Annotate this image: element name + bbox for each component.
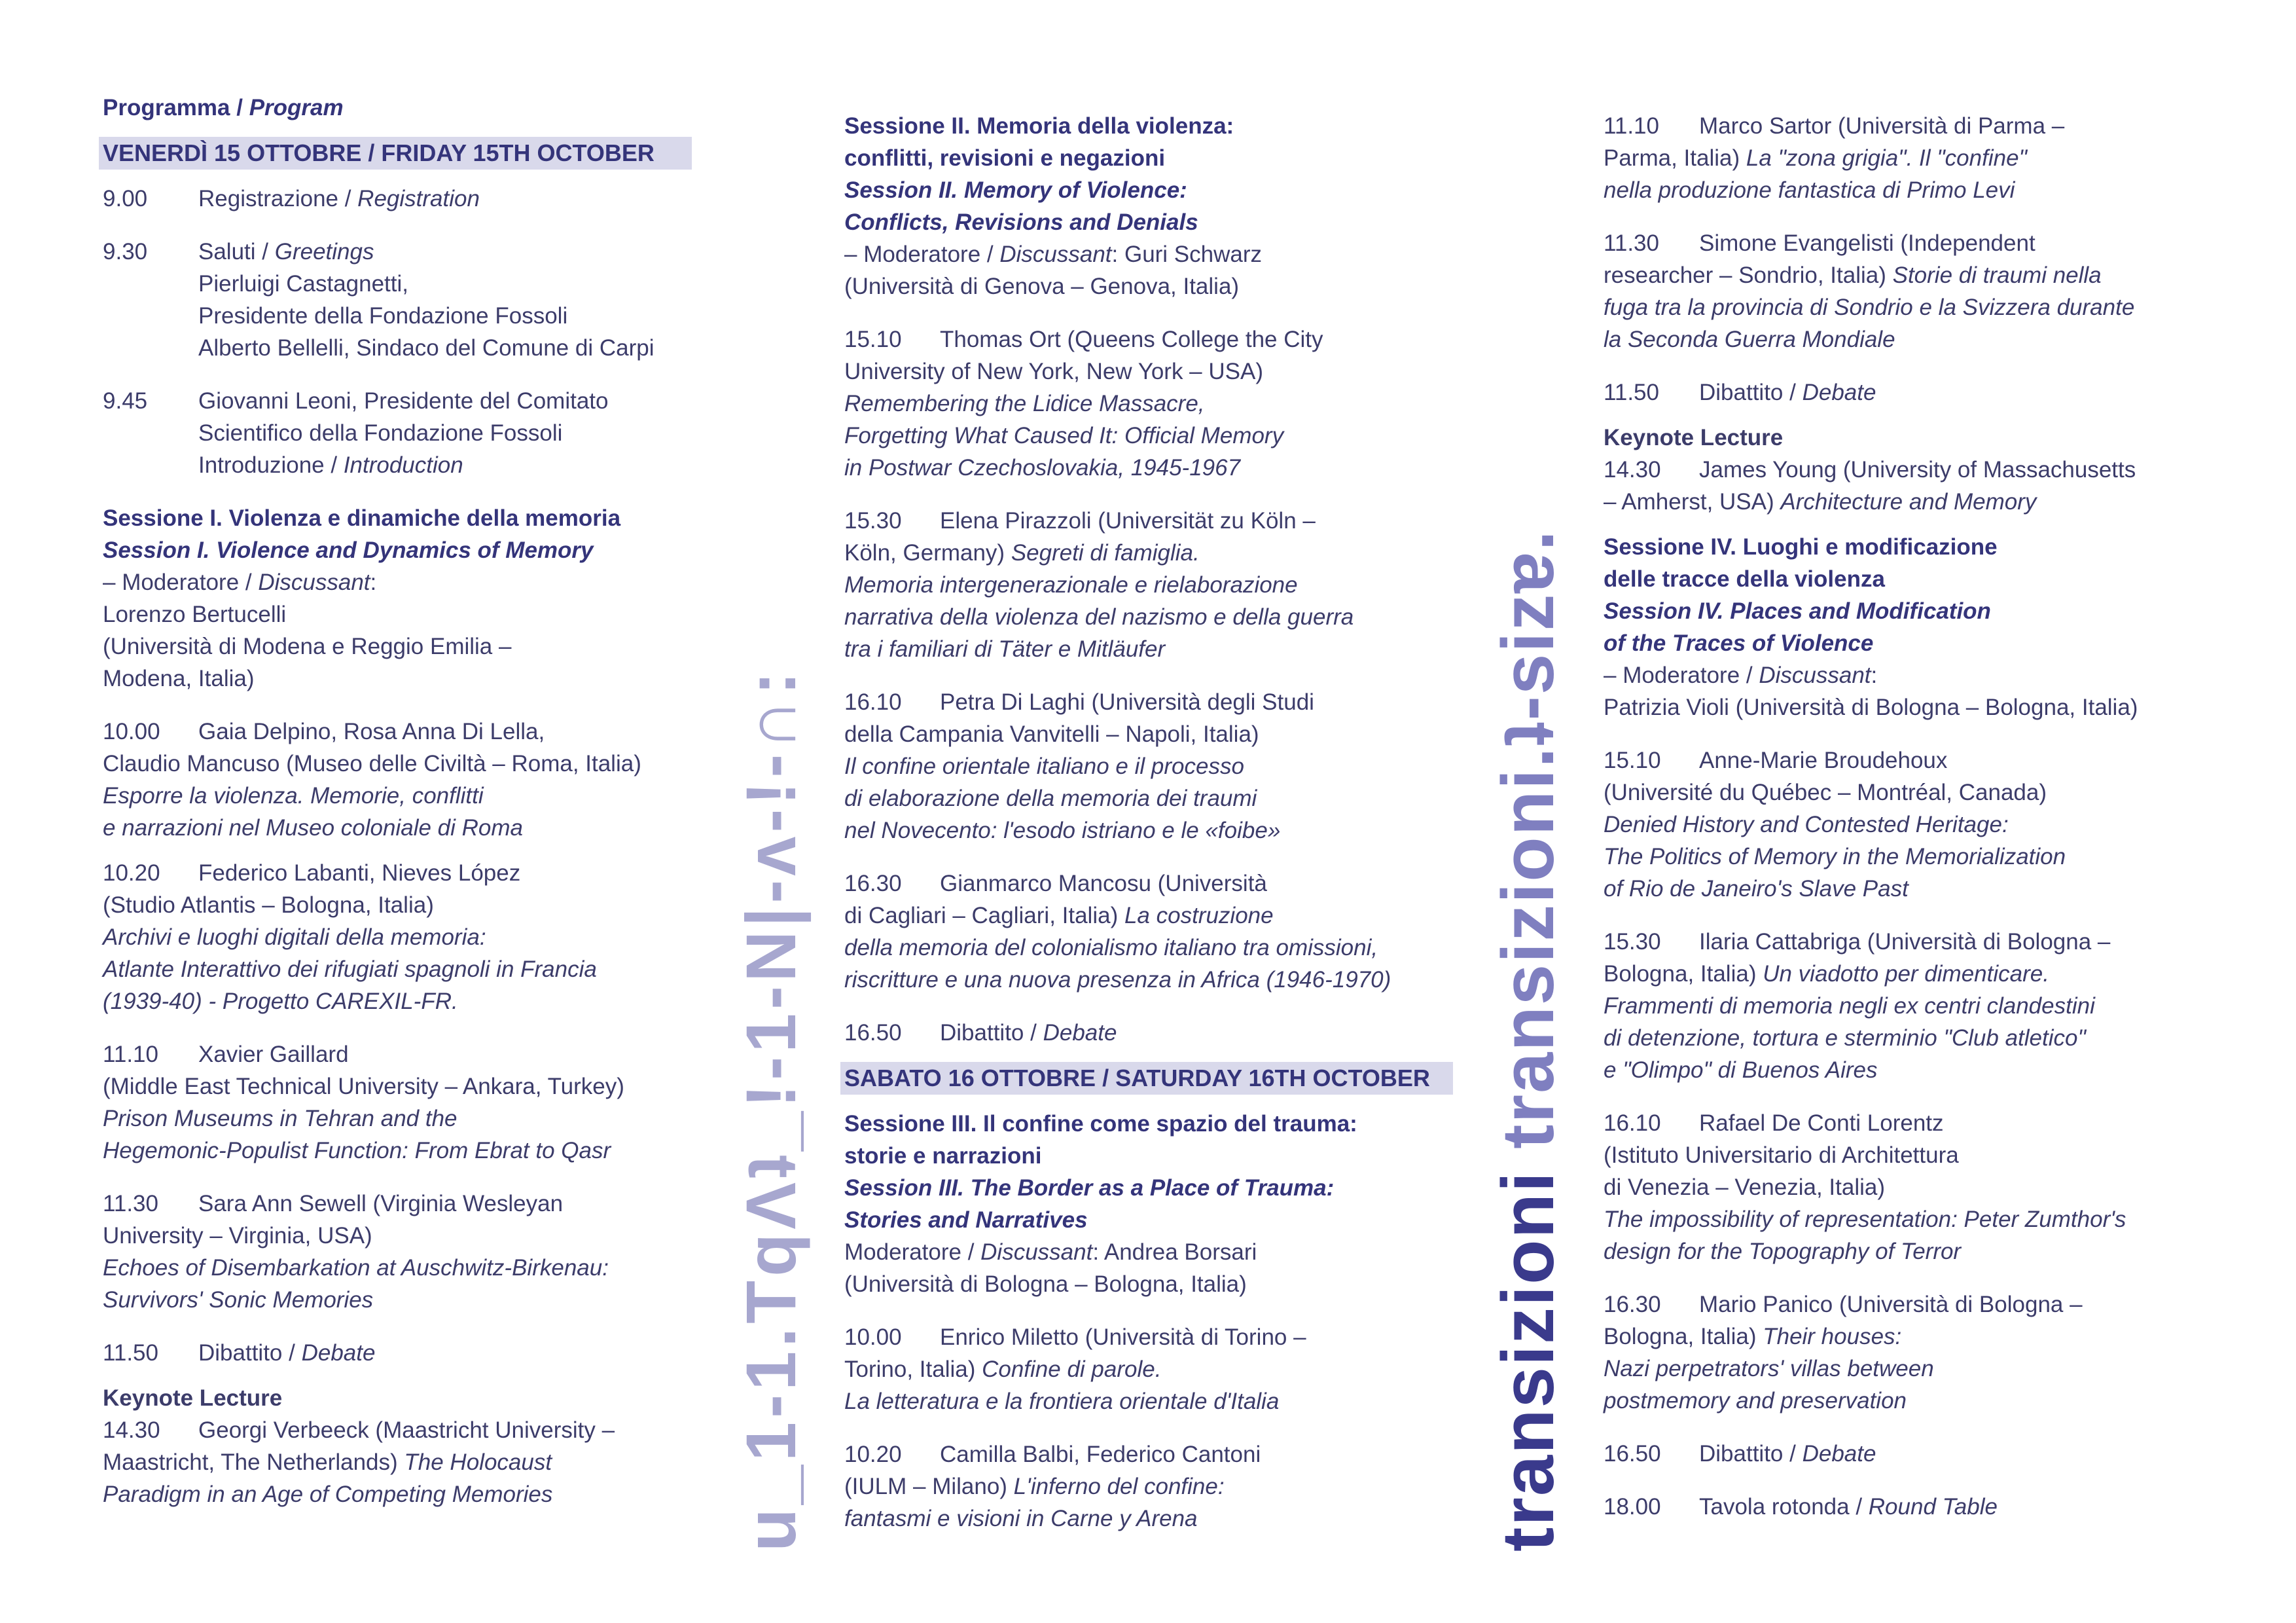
- program-column-2: [844, 110, 1453, 1535]
- program-entry: 15.10 Thomas Ort (Queens College the City University of New York, New York – USA) Remembering the Lidice Massacre, Forgetting What Caused It: Official Memory in Postwar Czechoslovakia, 1945-1967: [844, 327, 1323, 481]
- session-3-block: Sessione III. Il confine come spazio del trauma: storie e narrazioni Session III. The Border as a Place of Trauma: Stories and Narratives Moderatore / Discussant: Andrea Borsari (Università di Bologna – Bologna, Italia): [844, 1111, 1357, 1297]
- program-entry: 15.10 Anne-Marie Broudehoux (Université du Québec – Montréal, Canada) Denied History and Contested Heritage: The Politics of Memory in the Memorialization of Rio de Janeiro's Slave Past: [1604, 748, 2066, 902]
- program-heading: Programma / Program: [103, 95, 344, 120]
- program-entry: 18.00 Tavola rotonda / Round Table: [1604, 1494, 1998, 1520]
- program-entry: 16.10 Rafael De Conti Lorentz (Istituto Universitario di Architettura di Venezia – Venezia, Italia) The impossibility of representation: Peter Zumthor's design for the Topography of Terror: [1604, 1110, 2126, 1264]
- program-entry: 10.00 Gaia Delpino, Rosa Anna Di Lella, Claudio Mancuso (Museo delle Civiltà – Roma, Italia) Esporre la violenza. Memorie, conflitti e narrazioni nel Museo coloniale di Roma: [103, 719, 641, 841]
- program-entry: 9.45 Giovanni Leoni, Presidente del Comitato Scientifico della Fondazione Fossoli Introduzione / Introduction: [103, 388, 609, 478]
- program-entry: 15.30 Ilaria Cattabriga (Università di Bologna – Bologna, Italia) Un viadotto per dimenticare. Frammenti di memoria negli ex centri clandestini di detenzione, tortura e sterminio "Club atletico" e "Olimpo" di Buenos Aires: [1604, 929, 2111, 1083]
- program-column-3: [1604, 110, 2212, 1523]
- vertical-word-tail: transizioni.ʇ-sizɐ.: [1487, 529, 1569, 1149]
- program-entry: 15.30 Elena Pirazzoli (Universität zu Köln – Köln, Germany) Segreti di famiglia. Memoria intergenerazionale e rielaborazione narrativa della violenza del nazismo e della guerra tra i familiari di Täter e Mitläufer: [844, 508, 1354, 662]
- vertical-word: transizioni: [1487, 1170, 1569, 1552]
- program-entry: 10.20 Camilla Balbi, Federico Cantoni (IULM – Milano) L'inferno del confine: fantasmi e visioni in Carne y Arena: [844, 1442, 1261, 1531]
- program-entry: 16.30 Mario Panico (Università di Bologna – Bologna, Italia) Their houses: Nazi perpetrators' villas between postmemory and preservation: [1604, 1292, 2083, 1413]
- keynote-block: Keynote Lecture 14.30 Georgi Verbeeck (Maastricht University – Maastricht, The Netherlands) The Holocaust Paradigm in an Age of Competing Memories: [103, 1385, 615, 1507]
- program-entry: 16.10 Petra Di Laghi (Università degli Studi della Campania Vanvitelli – Napoli, Italia) Il confine orientale italiano e il processo di elaborazione della memoria dei traumi nel Novecento: l'esodo istriano e le «foibe»: [844, 689, 1314, 843]
- program-entry: 11.50 Dibattito / Debate: [103, 1340, 376, 1366]
- session-1-block: Sessione I. Violenza e dinamiche della memoria Session I. Violence and Dynamics of Memory – Moderatore / Discussant: Lorenzo Bertucelli (Università di Modena e Reggio Emilia – Modena, Italia): [103, 502, 692, 695]
- session-title: Sessione I. Violenza e dinamiche della memoria: [103, 505, 621, 531]
- program-entry: 16.50 Dibattito / Debate: [1604, 1441, 1876, 1467]
- program-entry: 16.30 Gianmarco Mancosu (Università di Cagliari – Cagliari, Italia) La costruzione della memoria del colonialismo italiano tra omissioni, riscritture e una nuova presenza in Africa (1946-1970): [844, 871, 1391, 993]
- day-band-friday: VENERDÌ 15 OTTOBRE / FRIDAY 15TH OCTOBER: [99, 137, 692, 170]
- program-entry: 16.50 Dibattito / Debate: [844, 1020, 1117, 1046]
- vertical-title-transizioni: [1486, 529, 1570, 1552]
- program-entry: 10.00 Enrico Miletto (Università di Torino – Torino, Italia) Confine di parole. La letteratura e la frontiera orientale d'Italia: [844, 1324, 1306, 1414]
- program-entry: 11.30 Sara Ann Sewell (Virginia Wesleyan University – Virginia, USA) Echoes of Disembarkation at Auschwitz-Birkenau: Survivors' Sonic Memories: [103, 1191, 609, 1313]
- program-entry: 10.20 Federico Labanti, Nieves López (Studio Atlantis – Bologna, Italia) Archivi e luoghi digitali della memoria: Atlante Interattivo dei rifugiati spagnoli in Francia (1939-40) - Progetto CAREXIL-FR.: [103, 860, 597, 1014]
- keynote-block: Keynote Lecture 14.30 James Young (University of Massachusetts – Amherst, USA) Architecture and Memory: [1604, 425, 2136, 515]
- session-2-block: Sessione II. Memoria della violenza: conflitti, revisioni e negazioni Session II. Memory of Violence: Conflicts, Revisions and Denials – Moderatore / Discussant: Guri Schwarz (Università di Genova – Genova, Italia): [844, 113, 1263, 299]
- session-4-block: Sessione IV. Luoghi e modificazione delle tracce della violenza Session IV. Places and Modification of the Traces of Violence – Moderatore / Discussant: Patrizia Violi (Università di Bologna – Bologna, Italia): [1604, 534, 2138, 720]
- session-title-en: Session I. Violence and Dynamics of Memory: [103, 538, 594, 563]
- program-entry: 11.10 Marco Sartor (Università di Parma – Parma, Italia) La "zona grigia". Il "confine" nella produzione fantastica di Primo Levi: [1604, 113, 2065, 203]
- program-entry: 11.10 Xavier Gaillard (Middle East Technical University – Ankara, Turkey) Prison Museums in Tehran and the Hegemonic-Populist Function: From Ebrat to Qasr: [103, 1042, 624, 1163]
- program-entry: 9.30 Saluti / Greetings Pierluigi Castagnetti, Presidente della Fondazione Fossoli Alberto Bellelli, Sindaco del Comune di Carpi: [103, 239, 655, 361]
- program-entry: 11.50 Dibattito / Debate: [1604, 380, 1876, 405]
- program-column-1: [103, 92, 692, 1510]
- program-entry: 9.00 Registrazione / Registration: [103, 186, 480, 211]
- program-entry: 11.30 Simone Evangelisti (Independent researcher – Sondrio, Italia) Storie di traumi nella fuga tra la provincia di Sondrio e la Svizzera durante la Seconda Guerra Mondiale: [1604, 230, 2135, 352]
- day-band-saturday: SABATO 16 OTTOBRE / SATURDAY 16TH OCTOBER: [840, 1062, 1453, 1095]
- vertical-title-faded: u_1-1.TqɅʇ_!-1-N|-ʌ-!-∩:: [731, 667, 810, 1552]
